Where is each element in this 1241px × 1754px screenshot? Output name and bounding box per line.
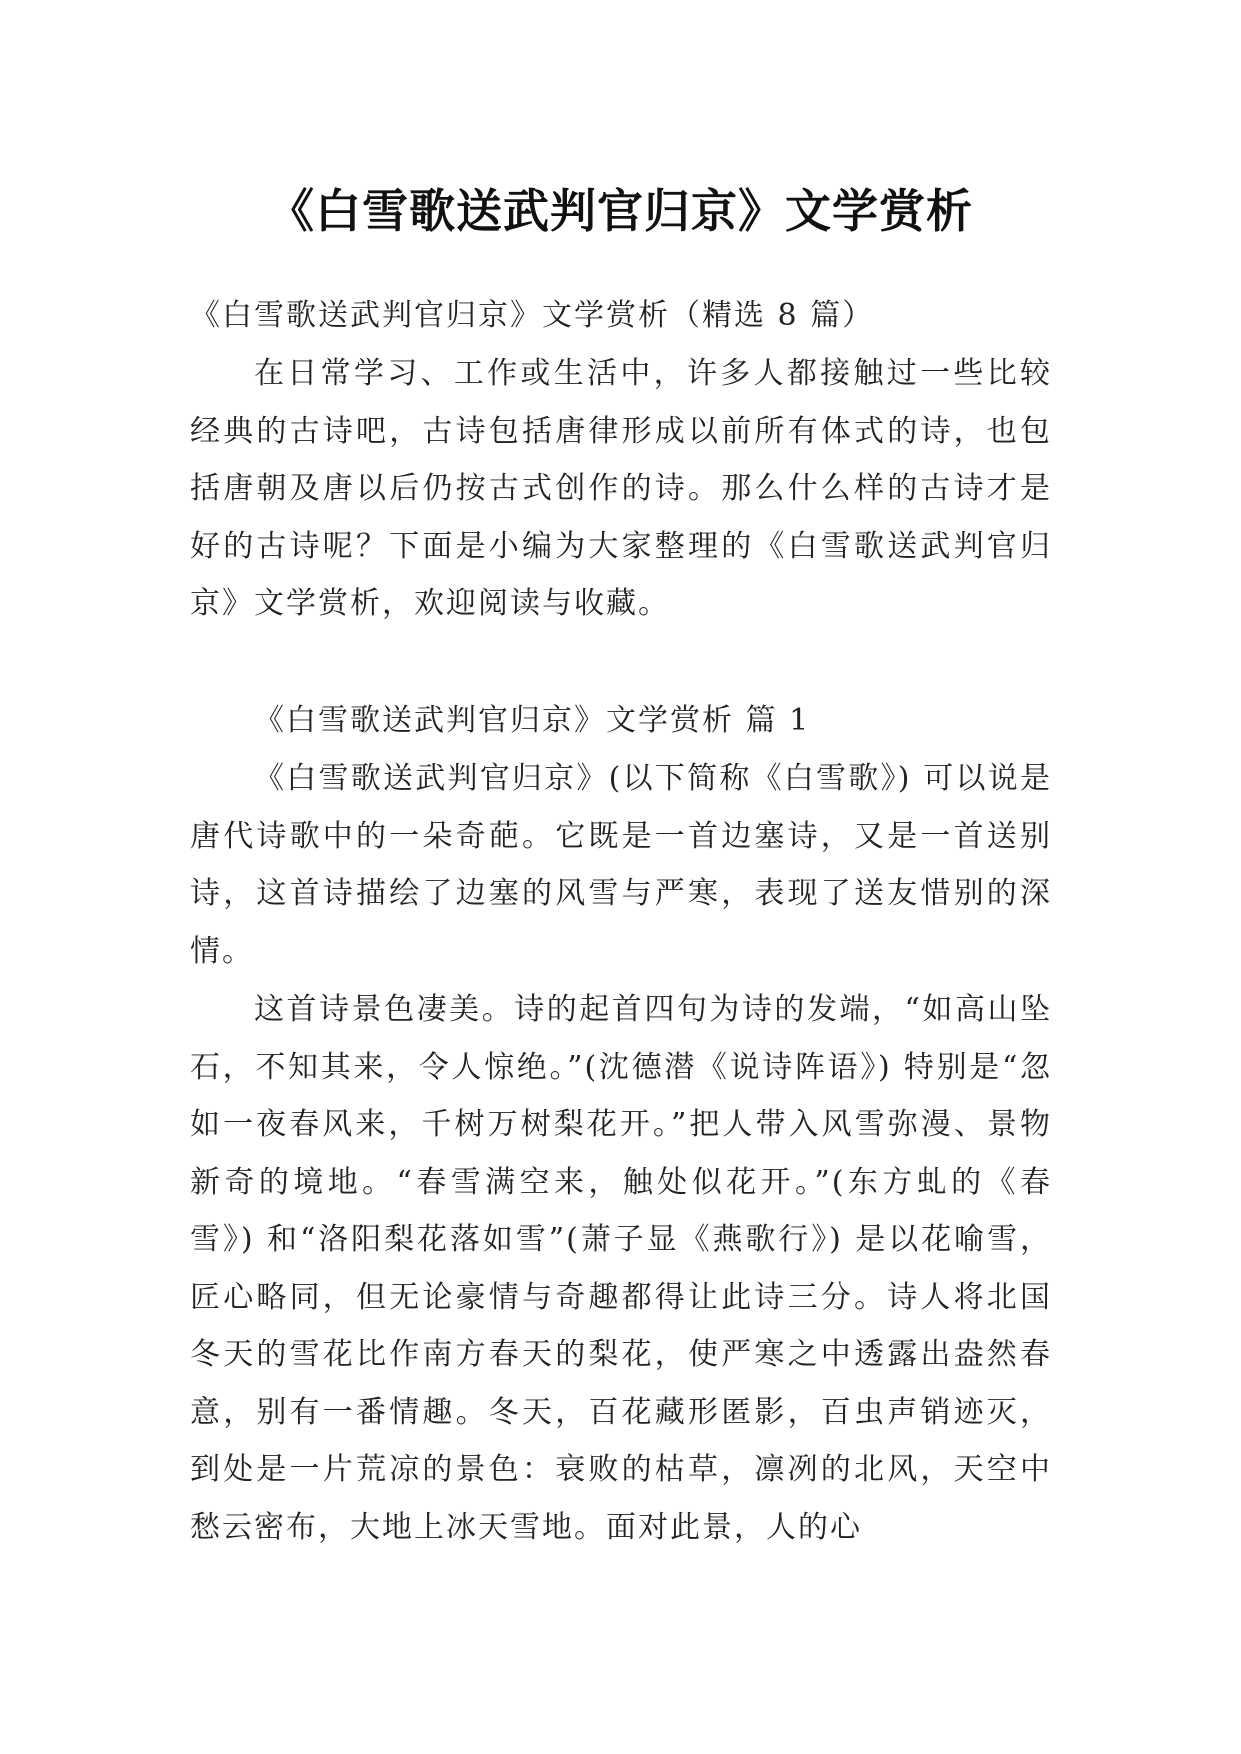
body-paragraph: 《白雪歌送武判官归京》(以下简称《白雪歌》) 可以说是唐代诗歌中的一朵奇葩。它既是一首边塞诗，又是一首送别诗，这首诗描绘了边塞的风雪与严寒，表现了送友惜别的深情。	[190, 761, 1052, 969]
intro-paragraph: 在日常学习、工作或生活中，许多人都接触过一些比较经典的古诗吧，古诗包括唐律形成以前所有体式的诗，也包括唐朝及唐以后仍按古式创作的诗。那么什么样的古诗才是好的古诗呢？下面是小编为大家整理的《白雪歌送武判官归京》文学赏析，欢迎阅读与收藏。	[190, 356, 1052, 621]
document-title: 《白雪歌送武判官归京》文学赏析	[268, 183, 973, 238]
section-heading: 《白雪歌送武判官归京》文学赏析 篇 1	[254, 703, 811, 738]
document-subtitle: 《白雪歌送武判官归京》文学赏析（精选 8 篇）	[190, 298, 875, 333]
body-paragraph: 这首诗景色凄美。诗的起首四句为诗的发端，“如高山坠石，不知其来，令人惊绝。”(沈德潜《说诗阵语》) 特别是“忽如一夜春风来，千树万树梨花开。”把人带入风雪弥漫、景物新奇的境地。“春雪满空来，触处似花开。”(东方虬的《春雪》) 和“洛阳梨花落如雪”(萧子显《燕歌行》) 是以花喻雪，匠心略同，但无论豪情与奇趣都得让此诗三分。诗人将北国冬天的雪花比作南方春天的梨花，使严寒之中透露出盎然春意，别有一番情趣。冬天，百花藏形匿影，百虫声销迹灭，到处是一片荒凉的景色：衰败的枯草，凛冽的北风，天空中愁云密布，大地上冰天雪地。面对此景，人的心	[190, 992, 1052, 1545]
